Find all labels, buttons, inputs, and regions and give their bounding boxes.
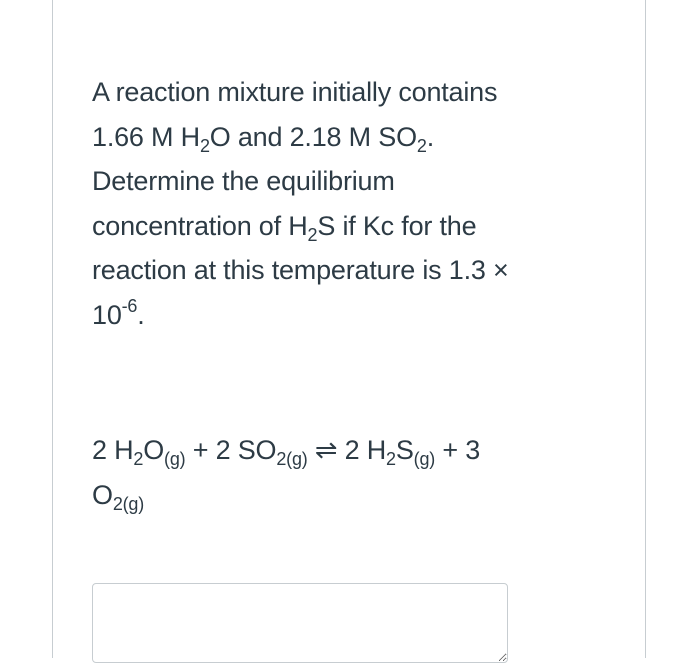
question-line-3: Determine the equilibrium <box>92 166 395 196</box>
answer-input[interactable] <box>92 583 508 663</box>
question-line-5: reaction at this temperature is 1.3 × <box>92 255 509 285</box>
question-line-2: 1.66 M $H_2O$ and 2.18 M $SO_2$. <box>92 121 434 156</box>
equilibrium-arrow-icon: ⇌ <box>307 435 345 465</box>
equation-line-1: 2 $H_2O_{(g)} + 2$ $SO_{2(g)}$ ⇌ 2 $H_2S_{(g)} + 3$ <box>92 435 481 469</box>
question-line-6: $10^{-6}$. <box>92 295 145 330</box>
reaction-equation <box>92 428 572 517</box>
question-line-1: A reaction mixture initially contains <box>92 77 498 107</box>
question-text <box>92 70 572 337</box>
question-line-4: concentration of $H_2S$ if Kc for the <box>92 210 477 245</box>
equation-line-2: $O_{2(g)}$ <box>92 479 145 514</box>
